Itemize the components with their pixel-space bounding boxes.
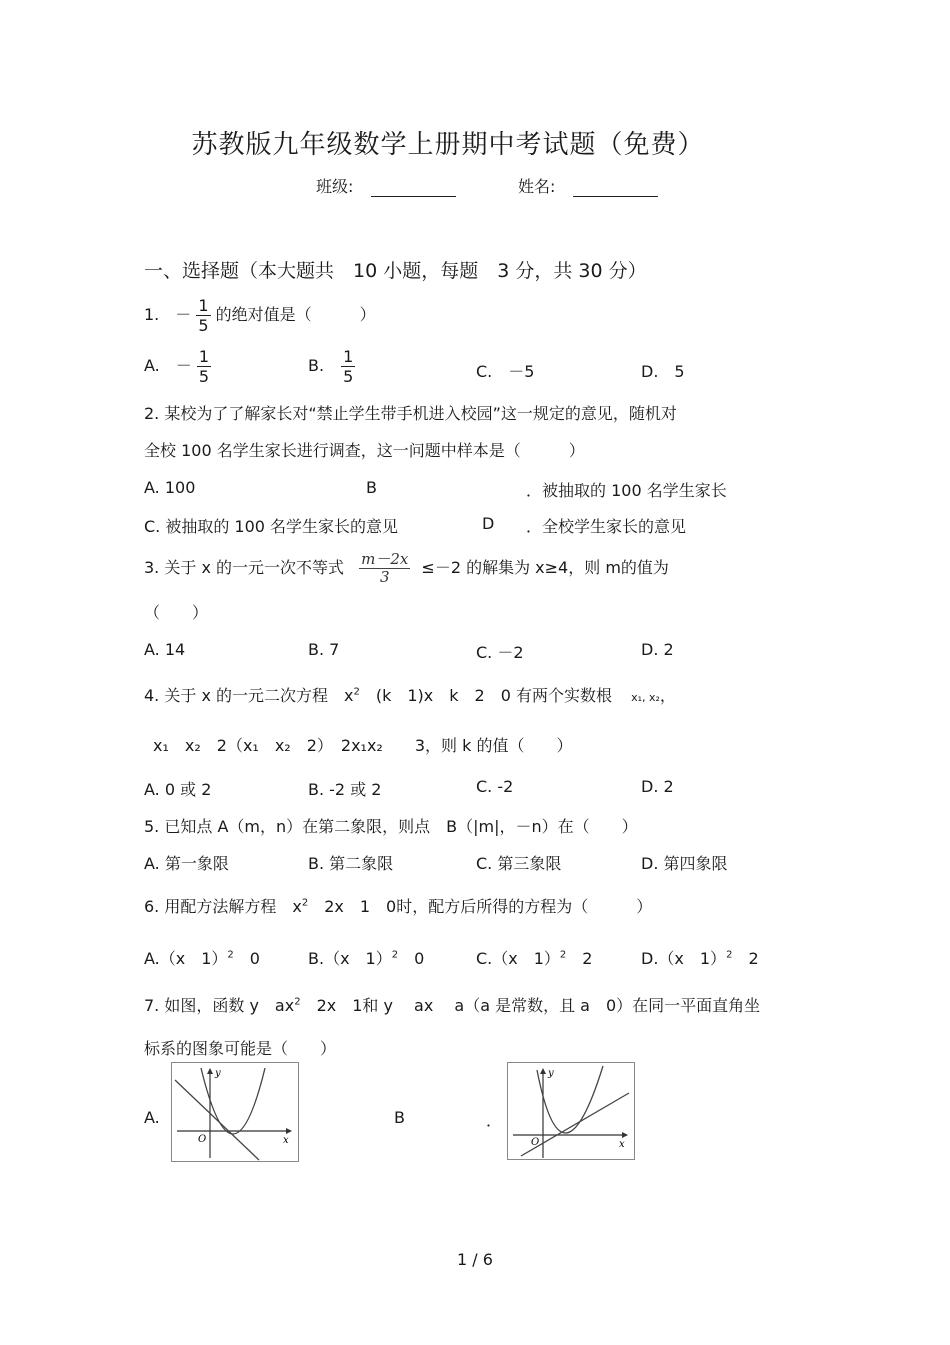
q7-option-b-label: B [394,1108,405,1127]
q2-option-b: ．被抽取的 100 名学生家长 [526,481,727,500]
question-7-line2: 标系的图象可能是（ ） [144,1039,337,1058]
q3-option-d: D. 2 [641,640,674,659]
q6-option-d: D.（x 1）$^2$ 2 [641,949,759,968]
q5-option-c: C. 第三象限 [476,854,562,873]
q7-graph-a [171,1062,299,1162]
q5-option-a: A. 第一象限 [144,854,229,873]
q5-option-b: B. 第二象限 [308,854,394,873]
svg-text:O: O [531,1137,540,1148]
q1-option-a: A. － $\frac{1}{5}$ [144,347,210,386]
question-5: 5. 已知点 A（m，n）在第二象限，则点 B（|m|，－n）在（ ） [144,817,638,836]
q2-option-a: A. 100 [144,478,196,497]
q4-option-b: B. -2 或 2 [308,780,382,799]
page-title: 苏教版九年级数学上册期中考试题（免费） [191,130,705,160]
svg-text:x: x [283,1135,289,1146]
class-blank [371,178,456,197]
svg-text:y: y [215,1068,221,1079]
question-2-line2: 全校 100 名学生家长进行调查，这一问题中样本是（ ） [144,441,585,460]
q6-option-a: A.（x 1）$^2$ 0 [144,949,260,968]
q5-option-d: D. 第四象限 [641,854,728,873]
q1-fraction: $\frac{1}{5}$ [198,296,209,335]
q1-option-d: D. 5 [641,362,685,381]
question-6: 6. 用配方法解方程 $x^2$ 2x 1 0时，配方后所得的方程为（ ） [144,897,653,916]
q1-suffix: 的绝对值是（ ） [215,305,376,324]
question-4-line2: x₁ x₂ 2（x₁ x₂ 2） 2x₁x₂ 3，则 k 的值（ ） [153,736,573,755]
q1-option-b: B. $\frac{1}{5}$ [308,347,354,386]
q2-option-d: ．全校学生家长的意见 [526,517,687,536]
section-heading: 一、选择题（本大题共 10 小题，每题 3 分，共 30 分） [144,260,647,282]
question-2-line1: 2. 某校为了了解家长对“禁止学生带手机进入校园”这一规定的意见，随机对 [144,404,677,423]
q4-option-c: C. -2 [476,777,514,796]
question-1 [144,296,376,335]
class-label: 班级: [316,177,354,196]
q3-option-a: A. 14 [144,640,186,659]
svg-text:O: O [198,1134,207,1145]
q3-option-c: C. －2 [476,643,524,662]
q4-option-d: D. 2 [641,777,674,796]
page-number: 1 / 6 [457,1250,493,1269]
name-field [518,174,658,197]
q6-option-b: B.（x 1）$^2$ 0 [308,949,425,968]
q2-option-d-label: D [482,514,495,533]
svg-text:x: x [619,1139,625,1150]
q1-prefix: 1. － [144,305,192,324]
question-3: 3. 关于 x 的一元一次不等式 $\frac{m-2x}{3}$ ≤－2 的解集为 x≥4，则 m的值为 [144,550,669,586]
q2-option-c: C. 被抽取的 100 名学生家长的意见 [144,517,399,536]
q3-fraction: $\frac{m-2x}{3}$ [361,550,409,586]
q7-option-a-label: A. [144,1108,160,1127]
question-3-paren: （ ） [144,603,209,622]
q7-graph-b [507,1062,635,1160]
name-blank [573,178,658,197]
name-label: 姓名: [518,177,556,196]
class-field [316,174,456,197]
svg-text:y: y [548,1068,554,1079]
question-7-line1: 7. 如图，函数 y $ax^2$ 2x 1和 y ax a（a 是常数，且 a 0）在同一平面直角坐 [144,996,761,1015]
q7-option-b-dot: ． [486,1111,503,1130]
q6-option-c: C.（x 1）$^2$ 2 [476,949,593,968]
q4-option-a: A. 0 或 2 [144,780,212,799]
question-4-line1: 4. 关于 x 的一元二次方程 $x^2$ (k 1)x k 2 0 有两个实数根 x₁, x₂， [144,686,676,705]
q2-option-b-label: B [366,478,377,497]
q3-option-b: B. 7 [308,640,340,659]
q1-option-c: C. －5 [476,362,535,381]
